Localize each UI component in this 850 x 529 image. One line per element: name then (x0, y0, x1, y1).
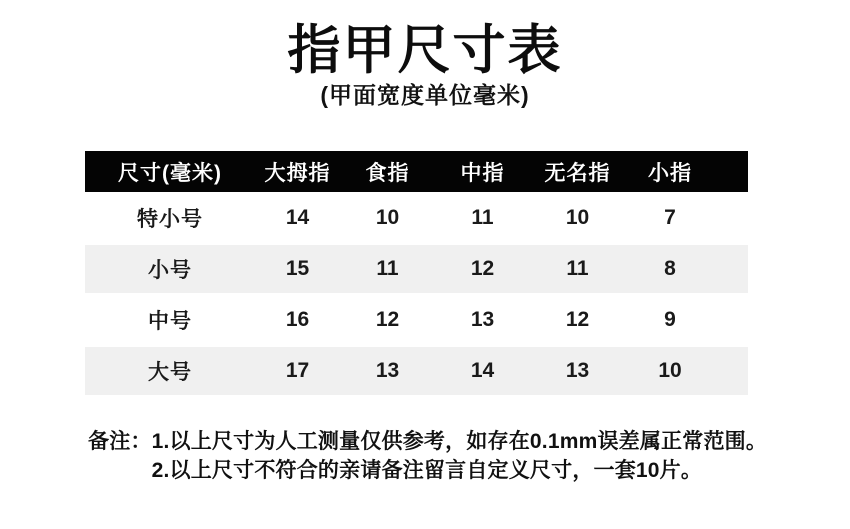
column-header-thumb: 大拇指 (264, 161, 331, 185)
note-line-2: 2.以上尺寸不符合的亲请备注留言自定义尺寸，一套10片。 (151, 459, 703, 482)
cell-value: 15 (285, 257, 310, 280)
size-table (85, 151, 748, 395)
table-header-row (85, 151, 748, 192)
cell-value: 13 (565, 359, 590, 382)
column-header-size: 尺寸(毫米) (118, 161, 222, 185)
cell-value: 8 (664, 257, 676, 280)
table-row-medium (85, 296, 748, 344)
column-header-middle-finger: 中指 (460, 161, 505, 185)
cell-value: 14 (470, 359, 495, 382)
notes-lines (152, 427, 767, 485)
cell-value: 10 (375, 206, 400, 229)
cell-value: 13 (375, 359, 400, 382)
row-label: 大号 (148, 361, 192, 384)
cell-value: 12 (470, 257, 495, 280)
notes-section (88, 427, 850, 485)
page-title: 指甲尺寸表 (287, 21, 563, 80)
table-row-small (85, 245, 748, 293)
cell-value: 11 (566, 257, 589, 280)
page-subtitle: (甲面宽度单位毫米) (320, 82, 530, 108)
table-row-large (85, 347, 748, 395)
column-header-index-finger: 食指 (365, 161, 410, 185)
notes-label: 备注： (88, 430, 152, 453)
cell-value: 7 (664, 206, 676, 229)
cell-value: 14 (285, 206, 310, 229)
nail-size-chart-page (0, 21, 850, 529)
cell-value: 12 (375, 308, 400, 331)
cell-value: 11 (471, 206, 494, 229)
cell-value: 10 (658, 359, 682, 382)
column-header-pinky: 小指 (648, 161, 692, 185)
cell-value: 9 (664, 308, 676, 331)
cell-value: 13 (470, 308, 495, 331)
row-label: 中号 (148, 310, 192, 333)
row-label: 小号 (148, 259, 192, 282)
table-row-extra-small (85, 194, 748, 242)
cell-value: 12 (565, 308, 590, 331)
cell-value: 17 (285, 359, 310, 382)
note-line-1: 1.以上尺寸为人工测量仅供参考，如存在0.1mm误差属正常范围。 (151, 430, 768, 453)
column-header-ring-finger: 无名指 (544, 161, 611, 185)
cell-value: 16 (285, 308, 310, 331)
cell-value: 11 (376, 257, 399, 280)
row-label: 特小号 (137, 208, 203, 231)
cell-value: 10 (565, 206, 590, 229)
